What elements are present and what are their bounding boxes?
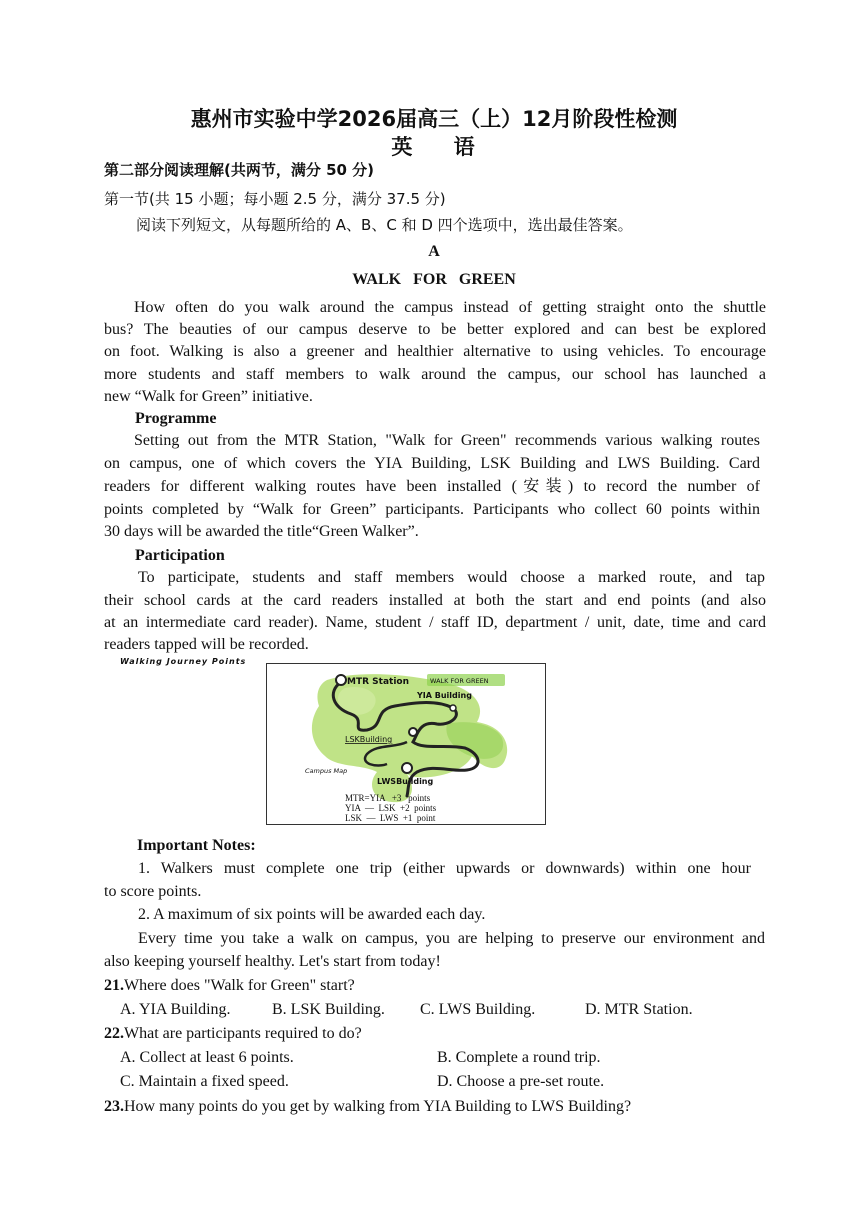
question-number: 22. [104, 1025, 124, 1042]
q21-option-a[interactable]: A. YIA Building. [120, 1001, 231, 1018]
lws-label: LWSBuilding [377, 777, 434, 786]
programme-heading: Programme [135, 410, 217, 427]
campus-map-graphic [267, 664, 545, 824]
mtr-label: MTR Station [347, 677, 409, 687]
question-number: 21. [104, 977, 124, 994]
closing-line-1: Every time you take a walk on campus, you are helping to preserve our environment and [138, 930, 765, 947]
participation-line-3: at an intermediate card reader). Name, student / staff ID, department / unit, date, time and card [104, 614, 766, 631]
question-text: How many points do you get by walking from YIA Building to LWS Building? [124, 1098, 632, 1115]
lws-pin-icon [402, 763, 412, 773]
programme-line-3: readers for different walking routes have been installed (安装) to record the number of [104, 478, 760, 495]
intro-line-1: How often do you walk around the campus instead of getting straight onto the shuttle [134, 299, 766, 316]
closing-line-2: also keeping yourself healthy. Let's start from today! [104, 953, 441, 970]
campus-map-figure [266, 663, 546, 825]
programme-line-1: Setting out from the MTR Station, "Walk for Green" recommends various walking routes [134, 432, 760, 449]
programme-line-4: points completed by “Walk for Green” participants. Participants who collect 60 points within [104, 501, 760, 518]
participation-line-1: To participate, students and staff members would choose a marked route, and tap [138, 569, 765, 586]
q21-option-d[interactable]: D. MTR Station. [585, 1001, 693, 1018]
intro-line-5: new “Walk for Green” initiative. [104, 388, 313, 405]
intro-line-3: on foot. Walking is also a greener and healthier alternative to using vehicles. To encourage [104, 343, 766, 360]
q22-option-c[interactable]: C. Maintain a fixed speed. [120, 1073, 289, 1090]
participation-line-4: readers tapped will be recorded. [104, 636, 309, 653]
legend-line-2: YIA — LSK +2 points [345, 803, 437, 813]
question-text: What are participants required to do? [124, 1025, 362, 1042]
yia-pin-icon [450, 705, 456, 711]
question-21 [104, 976, 766, 996]
exam-title: 惠州市实验中学2026届高三（上）12月阶段性检测 [190, 107, 678, 131]
legend-line-3: LSK — LWS +1 point [345, 813, 436, 823]
q22-option-a[interactable]: A. Collect at least 6 points. [120, 1049, 294, 1066]
notes-heading: Important Notes: [137, 837, 256, 854]
lsk-label: LSKBuilding [345, 735, 393, 744]
instruction-text: 阅读下列短文，从每题所给的 A、B、C 和 D 四个选项中，选出最佳答案。 [136, 216, 633, 234]
intro-line-2: bus? The beauties of our campus deserve to be better explored and can best be explored [104, 321, 766, 338]
question-number: 23. [104, 1098, 124, 1115]
q22-option-d[interactable]: D. Choose a pre-set route. [437, 1073, 605, 1090]
part-heading: 第二部分阅读理解(共两节，满分 50 分) [104, 161, 375, 179]
question-23 [104, 1097, 766, 1117]
subject-title: 英 语 [391, 135, 477, 159]
map-caption: Walking Journey Points [120, 657, 247, 666]
lsk-pin-icon [409, 728, 417, 736]
campus-map-label: Campus Map [305, 767, 348, 775]
mtr-pin-icon [336, 675, 346, 685]
programme-line-2: on campus, one of which covers the YIA Building, LSK Building and LWS Building. Card [104, 455, 760, 472]
q22-option-b[interactable]: B. Complete a round trip. [437, 1049, 601, 1066]
intro-line-4: more students and staff members to walk around the campus, our school has launched a [104, 366, 766, 383]
participation-line-2: their school cards at the card readers installed at both the start and end points (and also [104, 592, 766, 609]
question-text: Where does "Walk for Green" start? [124, 977, 355, 994]
participation-heading: Participation [135, 547, 225, 564]
note2: 2. A maximum of six points will be awarded each day. [138, 906, 486, 923]
note1-line-2: to score points. [104, 883, 202, 900]
programme-line-5: 30 days will be awarded the title“Green Walker”. [104, 523, 419, 540]
yia-label: YIA Building [417, 691, 472, 700]
q21-option-c[interactable]: C. LWS Building. [420, 1001, 536, 1018]
passage-letter: A [428, 243, 440, 260]
question-22 [104, 1024, 766, 1044]
note1-line-1: 1. Walkers must complete one trip (either upwards or downwards) within one hour [138, 860, 751, 877]
passage-heading: WALK FOR GREEN [352, 271, 516, 288]
badge-text: WALK FOR GREEN [430, 677, 489, 685]
legend-line-1: MTR=YIA +3 points [345, 793, 431, 803]
subsection-heading: 第一节(共 15 小题；每小题 2.5 分，满分 37.5 分) [104, 190, 446, 208]
q21-option-b[interactable]: B. LSK Building. [272, 1001, 385, 1018]
